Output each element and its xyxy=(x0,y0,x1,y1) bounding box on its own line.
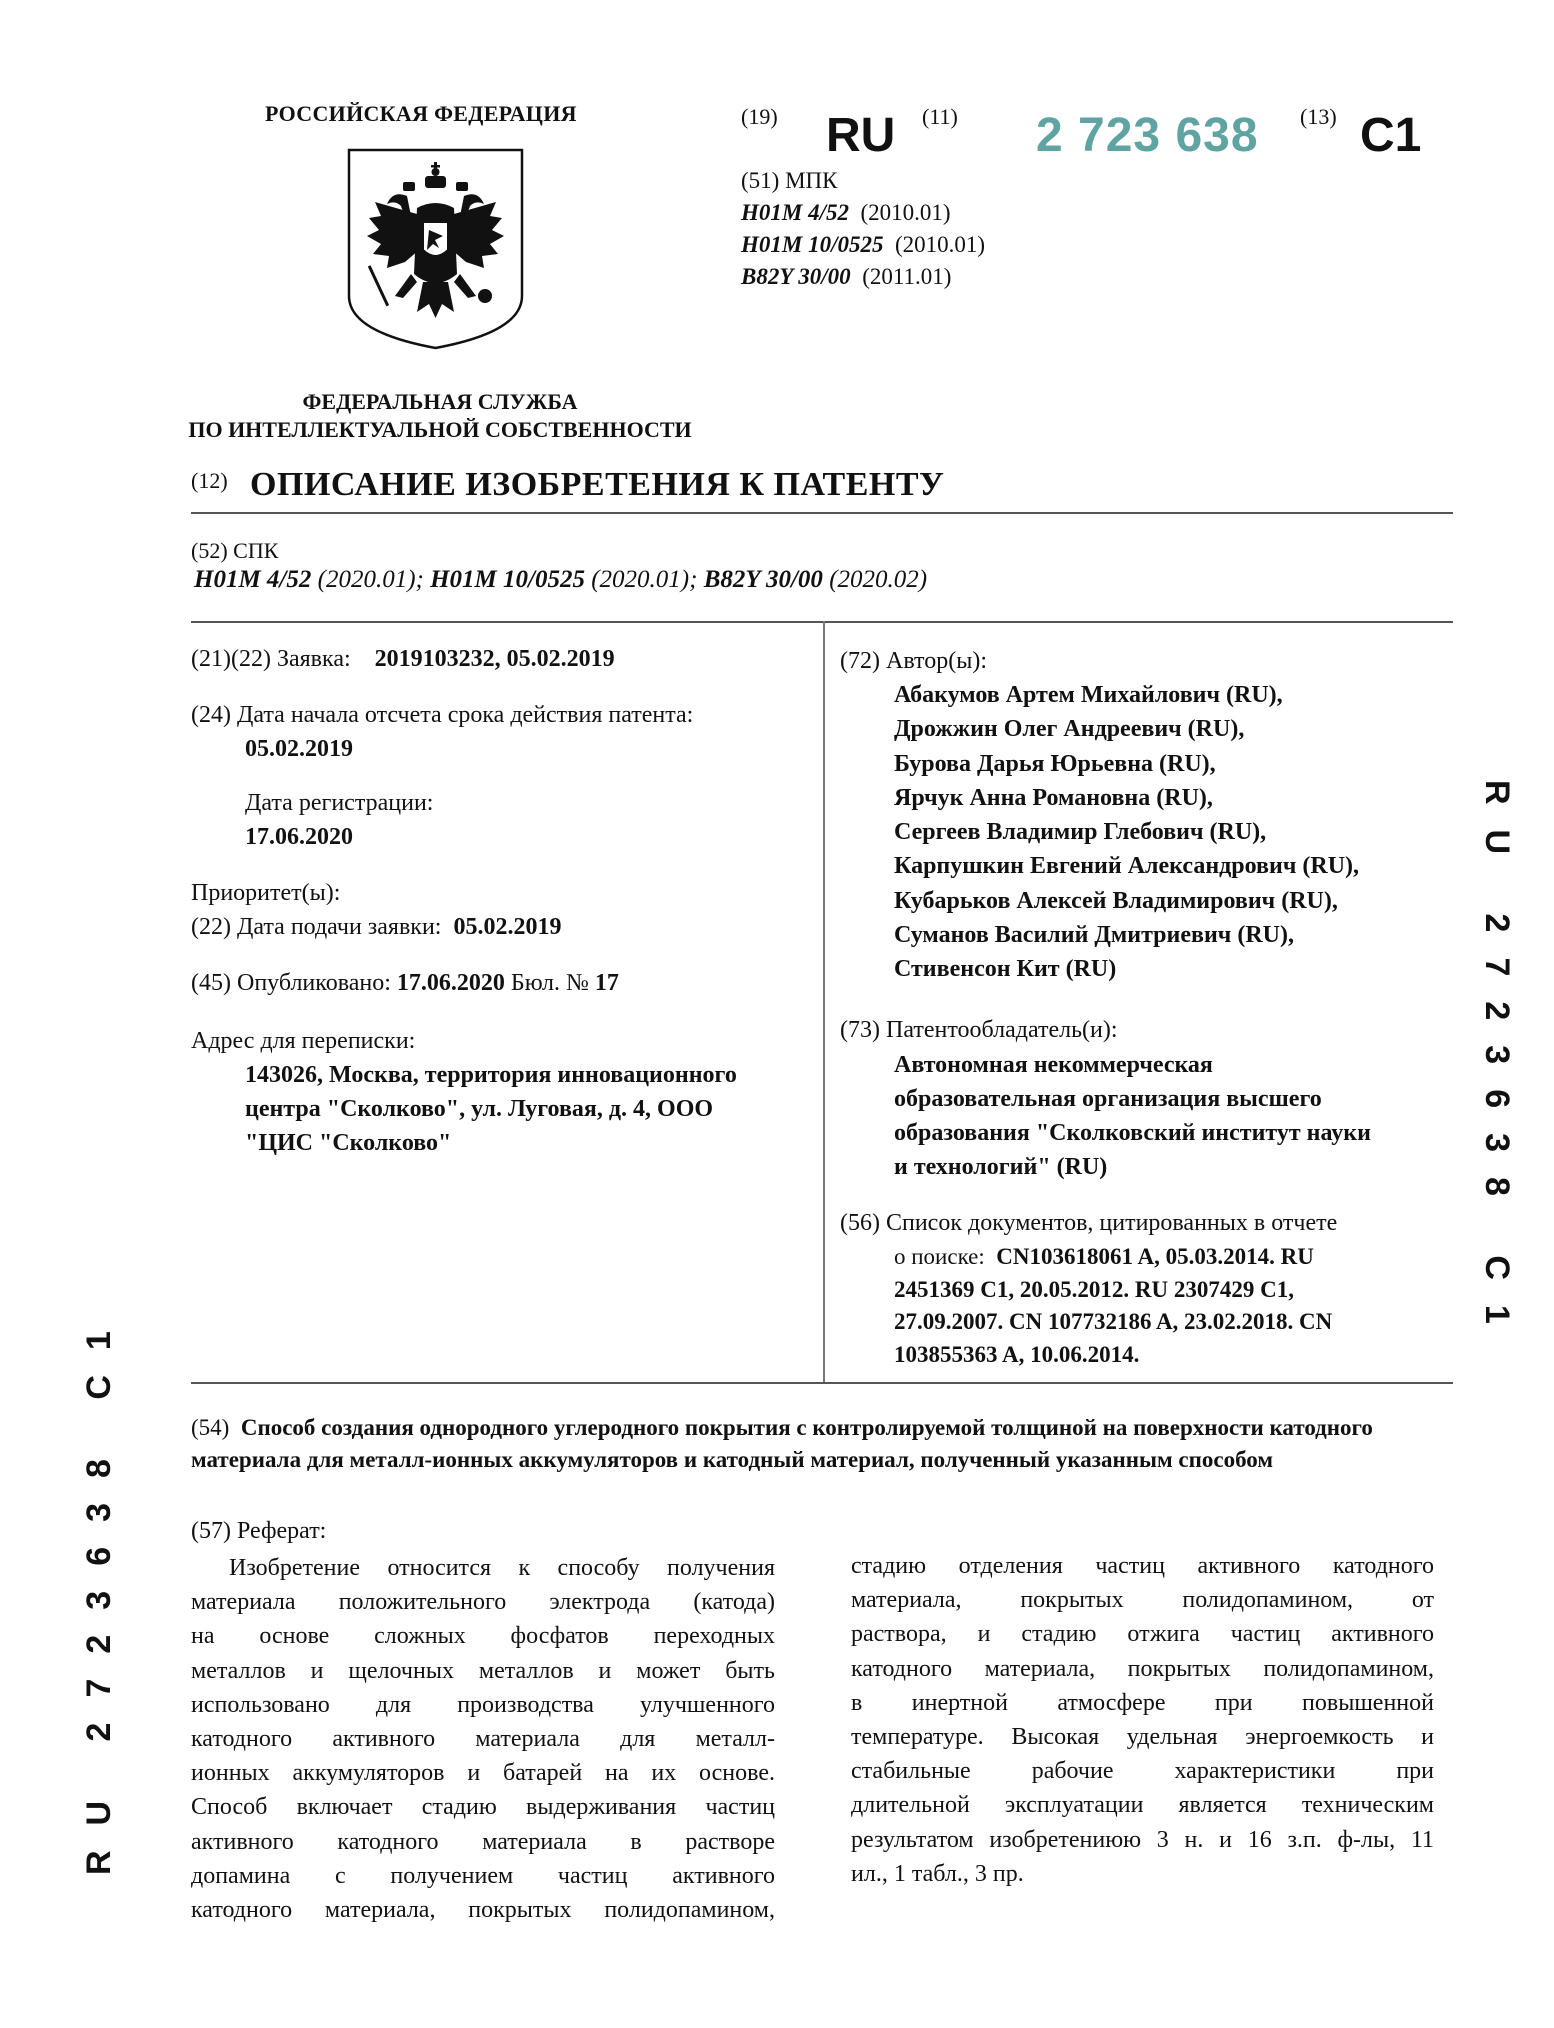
bulletin-value: 17 xyxy=(594,970,619,996)
author-item: Суманов Василий Дмитриевич (RU), xyxy=(894,922,1294,949)
bottom-rule xyxy=(191,1382,1453,1384)
owner-line: образования "Сколковский институт науки xyxy=(894,1120,1371,1146)
registration-label: Дата регистрации: xyxy=(245,790,434,816)
abstract-line: длительной эксплуатации является техническим xyxy=(851,1792,1434,1819)
country-code: RU xyxy=(826,109,896,162)
author-item: Кубарьков Алексей Владимирович (RU), xyxy=(894,887,1338,914)
cited-documents xyxy=(894,1241,1434,1371)
double-headed-eagle-icon xyxy=(345,146,526,352)
invention-title xyxy=(191,1412,1451,1476)
bulletin-label: Бюл. № xyxy=(510,970,589,996)
abstract-line: катодного материала, покрытых полидопамином, xyxy=(851,1655,1434,1682)
ipc-version: (2010.01) xyxy=(894,232,986,257)
invention-title-text: Способ создания однородного углеродного покрытия с контролируемой толщиной на поверхности катодного материала для металл-ионных аккумуляторов и катодный материал, полученный указанным способом xyxy=(191,1415,1373,1472)
ipc-code: H01M 4/52 xyxy=(741,200,849,225)
abstract-right-column xyxy=(851,1549,1434,1891)
ipc-code: H01M 10/0525 xyxy=(741,232,884,257)
address-line: центра "Сколково", ул. Луговая, д. 4, ООО xyxy=(245,1096,714,1122)
ipc-code: B82Y 30/00 xyxy=(741,264,851,289)
owner-label: (73) Патентообладатель(и): xyxy=(840,1017,1118,1043)
abstract-line: материала, покрытых полидопамином, от xyxy=(851,1587,1434,1614)
cpc-codes xyxy=(194,566,927,594)
cpc-code: B82Y 30/00 xyxy=(703,566,823,593)
abstract-line: результатом изобретениюю 3 н. и 16 з.п. ф-лы, 11 xyxy=(851,1826,1434,1853)
code-13: (13) xyxy=(1300,104,1337,129)
author-item: Карпушкин Евгений Александрович (RU), xyxy=(894,853,1360,880)
cited-line: 2451369 C1, 20.05.2012. RU 2307429 C1, xyxy=(894,1276,1294,1302)
author-item: Сергеев Владимир Глебович (RU), xyxy=(894,819,1267,846)
agency-name xyxy=(160,388,720,444)
abstract-line: Изобретение относится к способу получения xyxy=(229,1555,775,1581)
abstract-line: ионных аккумуляторов и батарей на их основе. xyxy=(191,1760,775,1787)
author-item: Ярчук Анна Романовна (RU), xyxy=(894,784,1213,811)
published-label: (45) Опубликовано: xyxy=(191,970,391,996)
cpc-version: (2020.01); xyxy=(311,566,431,593)
coat-of-arms-emblem xyxy=(345,146,526,352)
application-field xyxy=(191,642,615,676)
cited-prefix: о поиске: xyxy=(894,1244,985,1269)
authors-list xyxy=(894,678,1359,987)
code-19: (19) xyxy=(741,104,778,129)
abstract-line: в инертной атмосфере при повышенной xyxy=(851,1689,1434,1716)
abstract-line: стадию отделения частиц активного катодного xyxy=(851,1553,1434,1579)
owner-line: Автономная некоммерческая xyxy=(894,1052,1213,1078)
margin-patent-id-right: RU 2723638 C1 xyxy=(1478,780,1516,1349)
abstract-line: катодного активного материала для металл- xyxy=(191,1726,775,1753)
term-value: 05.02.2019 xyxy=(245,736,353,762)
filing-value: 05.02.2019 xyxy=(453,914,562,940)
cpc-label: (52) СПК xyxy=(191,538,279,563)
published-field xyxy=(191,966,619,1000)
filing-label: (22) Дата подачи заявки: xyxy=(191,914,442,940)
cited-line: 103855363 A, 10.06.2014. xyxy=(894,1341,1140,1367)
owner-line: и технологий" (RU) xyxy=(894,1154,1108,1180)
address-label: Адрес для переписки: xyxy=(191,1028,416,1054)
patent-number: 2 723 638 xyxy=(1036,109,1259,162)
owner-list xyxy=(894,1048,1371,1184)
abstract-line: ил., 1 табл., 3 пр. xyxy=(851,1860,1024,1887)
cpc-version: (2020.02) xyxy=(822,566,928,593)
ipc-row-2 xyxy=(741,232,985,258)
country-name: РОССИЙСКАЯ ФЕДЕРАЦИЯ xyxy=(265,101,577,126)
priority-label: Приоритет(ы): xyxy=(191,880,341,906)
margin-patent-id-left: RU 2723638 C1 xyxy=(80,1306,118,1875)
abstract-line: материала положительного электрода (катода) xyxy=(191,1589,775,1616)
cited-label: (56) Список документов, цитированных в отчете xyxy=(840,1210,1338,1236)
author-item: Стивенсон Кит (RU) xyxy=(894,956,1117,983)
abstract-line: на основе сложных фосфатов переходных xyxy=(191,1623,775,1650)
address-line: "ЦИС "Сколково" xyxy=(245,1130,452,1156)
abstract-line: катодного материала, покрытых полидопамином, xyxy=(191,1897,775,1924)
agency-line-2: ПО ИНТЕЛЛЕКТУАЛЬНОЙ СОБСТВЕННОСТИ xyxy=(188,417,692,442)
author-item: Абакумов Артем Михайлович (RU), xyxy=(894,682,1283,708)
abstract-line: температуре. Высокая удельная энергоемкость и xyxy=(851,1724,1434,1751)
registration-value: 17.06.2020 xyxy=(245,824,353,850)
published-value: 17.06.2020 xyxy=(396,970,505,996)
abstract-line: металлов и щелочных металлов и может быть xyxy=(191,1657,775,1684)
term-label: (24) Дата начала отсчета срока действия патента: xyxy=(191,702,694,728)
authors-label: (72) Автор(ы): xyxy=(840,648,987,674)
application-label: (21)(22) Заявка: xyxy=(191,646,351,672)
title-code: (12) xyxy=(191,468,228,493)
cited-line xyxy=(894,1241,1434,1274)
ipc-row-3 xyxy=(741,264,951,290)
code-11: (11) xyxy=(922,104,958,129)
cited-entry: CN103618061 A, 05.03.2014. RU xyxy=(996,1244,1314,1269)
agency-line-1: ФЕДЕРАЛЬНАЯ СЛУЖБА xyxy=(302,389,578,414)
abstract-line: стабильные рабочие характеристики при xyxy=(851,1758,1434,1785)
cited-line: 27.09.2007. CN 107732186 A, 23.02.2018. CN xyxy=(894,1309,1333,1334)
cpc-code: H01M 10/0525 xyxy=(430,566,585,593)
abstract-label: (57) Реферат: xyxy=(191,1518,327,1544)
ipc-version: (2010.01) xyxy=(860,200,951,225)
section-rule xyxy=(191,621,1453,623)
abstract-line: допамина с получением частиц активного xyxy=(191,1862,775,1889)
cpc-code: H01M 4/52 xyxy=(194,566,312,593)
address-line: 143026, Москва, территория инновационного xyxy=(245,1062,737,1088)
invention-code: (54) xyxy=(191,1415,230,1440)
kind-code: C1 xyxy=(1360,109,1422,162)
abstract-line: активного катодного материала в растворе xyxy=(191,1828,775,1855)
application-value: 2019103232, 05.02.2019 xyxy=(374,646,615,672)
author-item: Бурова Дарья Юрьевна (RU), xyxy=(894,750,1216,777)
document-title: ОПИСАНИЕ ИЗОБРЕТЕНИЯ К ПАТЕНТУ xyxy=(250,466,945,503)
ipc-label: (51) МПК xyxy=(741,168,838,193)
ipc-version: (2011.01) xyxy=(862,264,952,289)
filing-field xyxy=(191,910,561,944)
abstract-left-column xyxy=(191,1551,775,1927)
abstract-line: Способ включает стадию выдерживания частиц xyxy=(191,1794,775,1821)
abstract-line: использовано для производства улучшенного xyxy=(191,1691,775,1718)
owner-line: образовательная организация высшего xyxy=(894,1086,1322,1112)
ipc-row-1 xyxy=(741,200,951,226)
column-divider xyxy=(823,621,825,1382)
abstract-line: раствора, и стадию отжига частиц активного xyxy=(851,1621,1434,1648)
cpc-version: (2020.01); xyxy=(584,566,704,593)
title-rule xyxy=(191,512,1453,514)
author-item: Дрожжин Олег Андреевич (RU), xyxy=(894,716,1245,743)
